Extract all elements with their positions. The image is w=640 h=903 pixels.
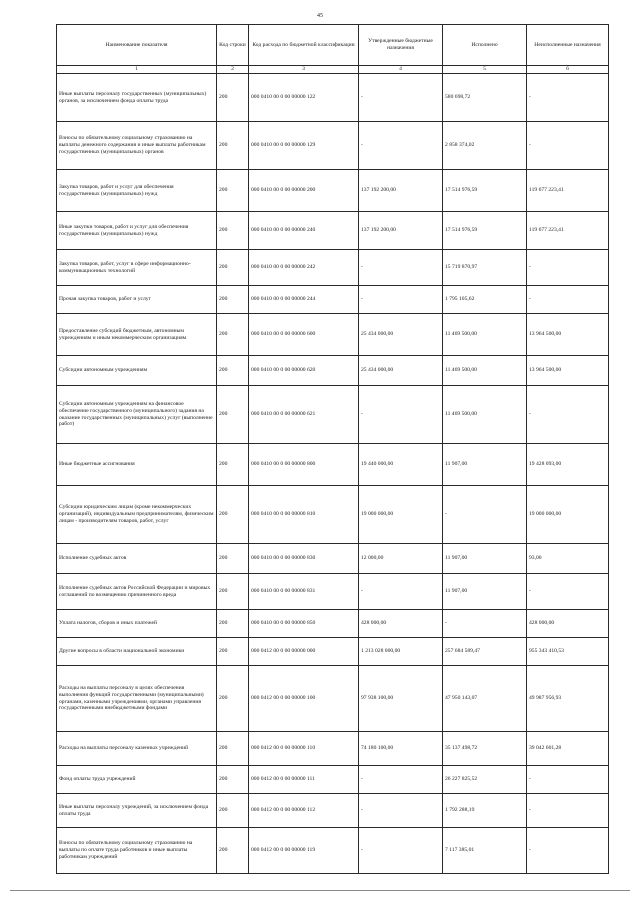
header-executed: Исполнено <box>443 25 527 66</box>
table-row <box>57 544 609 574</box>
table-row <box>57 666 609 732</box>
table-row <box>57 828 609 874</box>
table-row <box>57 250 609 286</box>
unexecuted-cell: - <box>527 74 609 122</box>
approved-cell: - <box>359 386 443 444</box>
line-code-cell: 200 <box>217 444 249 486</box>
approved-cell: 137 192 200,00 <box>359 170 443 212</box>
budget-code-cell: 000 0410 00 0 00 00000 200 <box>249 170 359 212</box>
budget-code-cell: 000 0410 00 0 00 00000 244 <box>249 286 359 314</box>
indicator-name-cell: Расходы на выплаты персоналу в целях обеспечения выполнения функций государственными (муниципальными) органами, казенными учреждениями, органами управления государственными внебюджетными фондами <box>57 666 217 732</box>
indicator-name-cell: Закупка товаров, работ, услуг в сфере информационно-коммуникационных технологий <box>57 250 217 286</box>
unexecuted-cell: 119 677 223,41 <box>527 212 609 250</box>
executed-cell: 17 514 976,59 <box>443 170 527 212</box>
indicator-name-cell: Исполнение судебных актов <box>57 544 217 574</box>
indicator-name-cell: Иные закупки товаров, работ и услуг для обеспечения государственных (муниципальных) нужд <box>57 212 217 250</box>
budget-execution-table <box>56 24 609 874</box>
executed-cell: 11 907,00 <box>443 574 527 610</box>
approved-cell: - <box>359 122 443 170</box>
approved-cell: 1 213 028 000,00 <box>359 638 443 666</box>
header-row <box>57 25 609 66</box>
line-code-cell: 200 <box>217 666 249 732</box>
indicator-name-cell: Расходы на выплаты персоналу казенных учреждений <box>57 732 217 766</box>
approved-cell: - <box>359 766 443 794</box>
header-line-code: Код строки <box>217 25 249 66</box>
line-code-cell: 200 <box>217 794 249 828</box>
indicator-name-cell: Прочая закупка товаров, работ и услуг <box>57 286 217 314</box>
executed-cell: 7 117 385,01 <box>443 828 527 874</box>
budget-code-cell: 000 0410 00 0 00 00000 122 <box>249 74 359 122</box>
line-code-cell: 200 <box>217 610 249 638</box>
budget-code-cell: 000 0412 00 0 00 00000 110 <box>249 732 359 766</box>
budget-code-cell: 000 0410 00 0 00 00000 800 <box>249 444 359 486</box>
indicator-name-cell: Субсидии автономным учреждениям на финансовое обеспечение государственного (муниципального) задания на оказание государственных (муниципальных) услуг (выполнение работ) <box>57 386 217 444</box>
line-code-cell: 200 <box>217 212 249 250</box>
table-row <box>57 170 609 212</box>
executed-cell: 1 795 105,62 <box>443 286 527 314</box>
approved-cell: - <box>359 794 443 828</box>
budget-code-cell: 000 0410 00 0 00 00000 600 <box>249 314 359 356</box>
page-number: 45 <box>317 13 323 19</box>
budget-code-cell: 000 0412 00 0 00 00000 000 <box>249 638 359 666</box>
table-row <box>57 766 609 794</box>
budget-code-cell: 000 0410 00 0 00 00000 242 <box>249 250 359 286</box>
executed-cell: 35 137 498,72 <box>443 732 527 766</box>
line-code-cell: 200 <box>217 74 249 122</box>
line-code-cell: 200 <box>217 828 249 874</box>
table-row <box>57 610 609 638</box>
line-code-cell: 200 <box>217 766 249 794</box>
table-row <box>57 212 609 250</box>
executed-cell: - <box>443 486 527 544</box>
line-code-cell: 200 <box>217 122 249 170</box>
line-code-cell: 200 <box>217 286 249 314</box>
column-number: 1 <box>57 66 217 74</box>
budget-code-cell: 000 0410 00 0 00 00000 621 <box>249 386 359 444</box>
column-number: 4 <box>359 66 443 74</box>
indicator-name-cell: Уплата налогов, сборов и иных платежей <box>57 610 217 638</box>
line-code-cell: 200 <box>217 250 249 286</box>
budget-code-cell: 000 0410 00 0 00 00000 830 <box>249 544 359 574</box>
unexecuted-cell: 428 000,00 <box>527 610 609 638</box>
table-row <box>57 794 609 828</box>
approved-cell: - <box>359 828 443 874</box>
indicator-name-cell: Взносы по обязательному социальному страхованию на выплаты по оплате труда работников и иные выплаты работникам учреждений <box>57 828 217 874</box>
unexecuted-cell: 13 964 500,00 <box>527 356 609 386</box>
header-unexecuted: Неисполненные назначения <box>527 25 609 66</box>
unexecuted-cell: - <box>527 794 609 828</box>
column-number: 6 <box>527 66 609 74</box>
unexecuted-cell: - <box>527 286 609 314</box>
executed-cell: 47 950 143,07 <box>443 666 527 732</box>
table-row <box>57 638 609 666</box>
budget-code-cell: 000 0410 00 0 00 00000 831 <box>249 574 359 610</box>
approved-cell: 25 434 000,00 <box>359 356 443 386</box>
indicator-name-cell: Закупка товаров, работ и услуг для обеспечения государственных (муниципальных) нужд <box>57 170 217 212</box>
approved-cell: - <box>359 286 443 314</box>
line-code-cell: 200 <box>217 732 249 766</box>
budget-code-cell: 000 0410 00 0 00 00000 810 <box>249 486 359 544</box>
line-code-cell: 200 <box>217 314 249 356</box>
table-row <box>57 444 609 486</box>
table-row <box>57 314 609 356</box>
approved-cell: 25 434 000,00 <box>359 314 443 356</box>
indicator-name-cell: Взносы по обязательному социальному страхованию на выплаты денежного содержания и иные выплаты работникам государственных (муниципальных) органов <box>57 122 217 170</box>
budget-code-cell: 000 0410 00 0 00 00000 850 <box>249 610 359 638</box>
approved-cell: 428 000,00 <box>359 610 443 638</box>
unexecuted-cell: - <box>527 766 609 794</box>
budget-code-cell: 000 0410 00 0 00 00000 620 <box>249 356 359 386</box>
table-body <box>57 74 609 874</box>
table-row <box>57 386 609 444</box>
indicator-name-cell: Иные выплаты персоналу государственных (муниципальных) органов, за исключением фонда оплаты труда <box>57 74 217 122</box>
unexecuted-cell: - <box>527 122 609 170</box>
approved-cell: 12 000,00 <box>359 544 443 574</box>
line-code-cell: 200 <box>217 544 249 574</box>
unexecuted-cell: 19 000 000,00 <box>527 486 609 544</box>
header-budget-code: Код расхода по бюджетной классификации <box>249 25 359 66</box>
executed-cell: 26 227 825,52 <box>443 766 527 794</box>
unexecuted-cell: 19 428 093,00 <box>527 444 609 486</box>
unexecuted-cell: - <box>527 386 609 444</box>
executed-cell: 15 719 870,97 <box>443 250 527 286</box>
header-indicator-name: Наименование показателя <box>57 25 217 66</box>
unexecuted-cell: 13 964 500,00 <box>527 314 609 356</box>
approved-cell: - <box>359 250 443 286</box>
table-row <box>57 356 609 386</box>
table-row <box>57 122 609 170</box>
approved-cell: 137 192 200,00 <box>359 212 443 250</box>
approved-cell: 74 180 100,00 <box>359 732 443 766</box>
approved-cell: 97 938 100,00 <box>359 666 443 732</box>
executed-cell: 2 858 374,02 <box>443 122 527 170</box>
footer-rule <box>10 890 630 891</box>
executed-cell: 11 469 500,00 <box>443 314 527 356</box>
indicator-name-cell: Другие вопросы в области национальной экономики <box>57 638 217 666</box>
executed-cell: 17 514 976,59 <box>443 212 527 250</box>
line-code-cell: 200 <box>217 386 249 444</box>
line-code-cell: 200 <box>217 356 249 386</box>
table-row <box>57 732 609 766</box>
unexecuted-cell: - <box>527 574 609 610</box>
budget-code-cell: 000 0412 00 0 00 00000 112 <box>249 794 359 828</box>
column-number-row <box>57 66 609 74</box>
executed-cell: 1 792 288,19 <box>443 794 527 828</box>
executed-cell: 580 698,72 <box>443 74 527 122</box>
approved-cell: 19 000 000,00 <box>359 486 443 544</box>
approved-cell: - <box>359 574 443 610</box>
unexecuted-cell: 93,00 <box>527 544 609 574</box>
unexecuted-cell: - <box>527 828 609 874</box>
line-code-cell: 200 <box>217 638 249 666</box>
table-row <box>57 574 609 610</box>
budget-code-cell: 000 0412 00 0 00 00000 100 <box>249 666 359 732</box>
column-number: 5 <box>443 66 527 74</box>
header-approved: Утвержденные бюджетные назначения <box>359 25 443 66</box>
column-number: 3 <box>249 66 359 74</box>
table-row <box>57 286 609 314</box>
executed-cell: 11 907,00 <box>443 444 527 486</box>
budget-code-cell: 000 0410 00 0 00 00000 129 <box>249 122 359 170</box>
executed-cell: 257 684 589,47 <box>443 638 527 666</box>
budget-code-cell: 000 0410 00 0 00 00000 240 <box>249 212 359 250</box>
indicator-name-cell: Фонд оплаты труда учреждений <box>57 766 217 794</box>
unexecuted-cell: - <box>527 250 609 286</box>
indicator-name-cell: Предоставление субсидий бюджетным, автономным учреждениям и иным некоммерческим организациям <box>57 314 217 356</box>
executed-cell: 11 469 500,00 <box>443 386 527 444</box>
unexecuted-cell: 49 987 956,93 <box>527 666 609 732</box>
executed-cell: 11 907,00 <box>443 544 527 574</box>
line-code-cell: 200 <box>217 486 249 544</box>
approved-cell: 19 440 000,00 <box>359 444 443 486</box>
indicator-name-cell: Субсидии юридическим лицам (кроме некоммерческих организаций), индивидуальным предпринимателям, физическим лицам - производителям товаров, работ, услуг <box>57 486 217 544</box>
approved-cell: - <box>359 74 443 122</box>
table-row <box>57 486 609 544</box>
indicator-name-cell: Субсидии автономным учреждениям <box>57 356 217 386</box>
unexecuted-cell: 119 677 223,41 <box>527 170 609 212</box>
column-number: 2 <box>217 66 249 74</box>
indicator-name-cell: Исполнение судебных актов Российской Федерации и мировых соглашений по возмещению причиненного вреда <box>57 574 217 610</box>
executed-cell: 11 469 500,00 <box>443 356 527 386</box>
budget-code-cell: 000 0412 00 0 00 00000 111 <box>249 766 359 794</box>
table-row <box>57 74 609 122</box>
unexecuted-cell: 955 343 410,53 <box>527 638 609 666</box>
budget-code-cell: 000 0412 00 0 00 00000 119 <box>249 828 359 874</box>
executed-cell: - <box>443 610 527 638</box>
indicator-name-cell: Иные выплаты персоналу учреждений, за исключением фонда оплаты труда <box>57 794 217 828</box>
indicator-name-cell: Иные бюджетные ассигнования <box>57 444 217 486</box>
line-code-cell: 200 <box>217 574 249 610</box>
unexecuted-cell: 39 042 601,28 <box>527 732 609 766</box>
line-code-cell: 200 <box>217 170 249 212</box>
